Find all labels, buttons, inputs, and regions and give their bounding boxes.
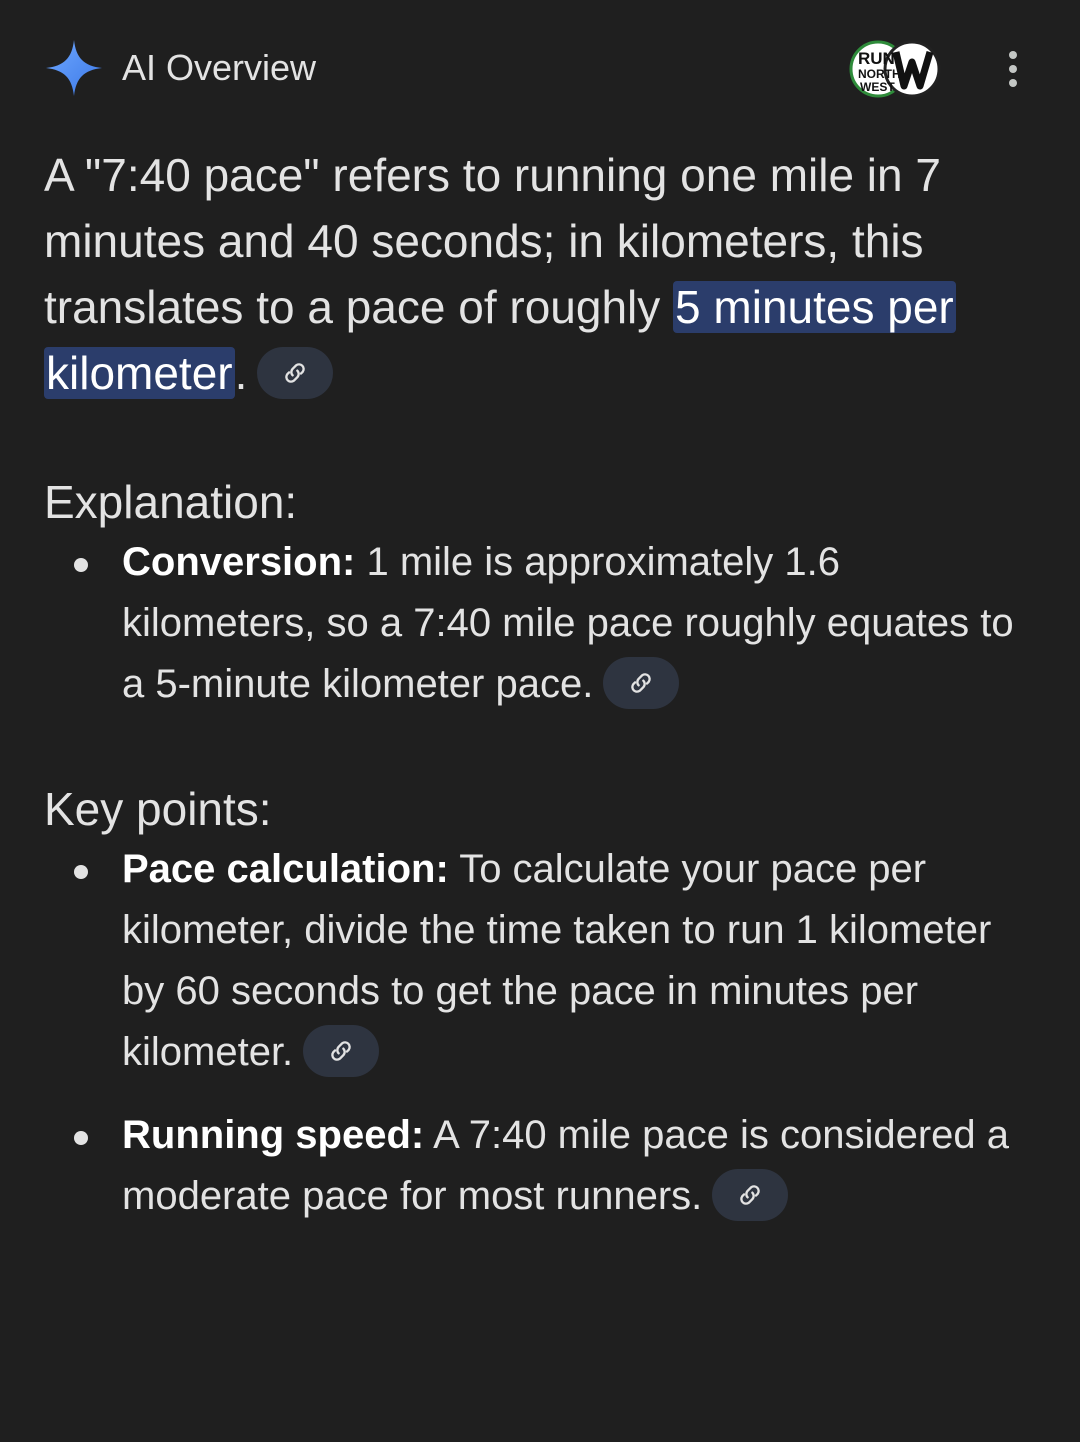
key-points-list (44, 839, 1034, 1227)
logo-text-north: NORTH (858, 67, 901, 81)
run-north-west-logo[interactable] (848, 40, 944, 98)
list-item (44, 1105, 1034, 1227)
list-item-label: Pace calculation: (122, 847, 449, 891)
list-item (44, 532, 1034, 715)
lead-highlight: 5 minutes per kilometer (46, 281, 954, 399)
list-item-text: To calculate your pace per kilometer, divide the time taken to run 1 kilometer by 60 seconds to get the pace in minutes per kilometer. (122, 847, 992, 1074)
logo-text-west: WEST (860, 80, 895, 94)
link-icon (627, 669, 655, 697)
list-item-text: A 7:40 mile pace is considered a moderate pace for most runners. (122, 1113, 1010, 1218)
lead-paragraph (44, 142, 1034, 406)
lead-text: A "7:40 pace" refers to running one mile in 7 minutes and 40 seconds; in kilometers, this translates to a pace of roughly (44, 149, 941, 333)
explanation-list (44, 532, 1034, 715)
link-icon (281, 359, 309, 387)
source-link-button[interactable] (603, 657, 679, 709)
source-link-button[interactable] (257, 347, 333, 399)
more-vert-icon (1009, 51, 1017, 59)
link-icon (736, 1181, 764, 1209)
list-item-text: 1 mile is approximately 1.6 kilometers, so a 7:40 mile pace roughly equates to a 5-minute kilometer pace. (122, 540, 1014, 706)
logo-text-run: RUN (858, 49, 895, 68)
list-item (44, 839, 1034, 1083)
bullet-dot (74, 558, 88, 572)
explanation-heading: Explanation: (44, 476, 298, 528)
link-icon (327, 1037, 355, 1065)
more-options-button[interactable] (990, 44, 1036, 94)
bullet-dot (74, 865, 88, 879)
header-title: AI Overview (122, 47, 317, 88)
source-link-button[interactable] (303, 1025, 379, 1077)
bullet-dot (74, 1131, 88, 1145)
source-link-button[interactable] (712, 1169, 788, 1221)
overview-content (44, 142, 1034, 1227)
key-points-heading: Key points: (44, 783, 272, 835)
ai-overview-header (0, 0, 1080, 140)
sparkle-icon (44, 38, 104, 98)
list-item-label: Running speed: (122, 1113, 425, 1157)
lead-period: . (234, 347, 248, 399)
list-item-label: Conversion: (122, 540, 356, 584)
